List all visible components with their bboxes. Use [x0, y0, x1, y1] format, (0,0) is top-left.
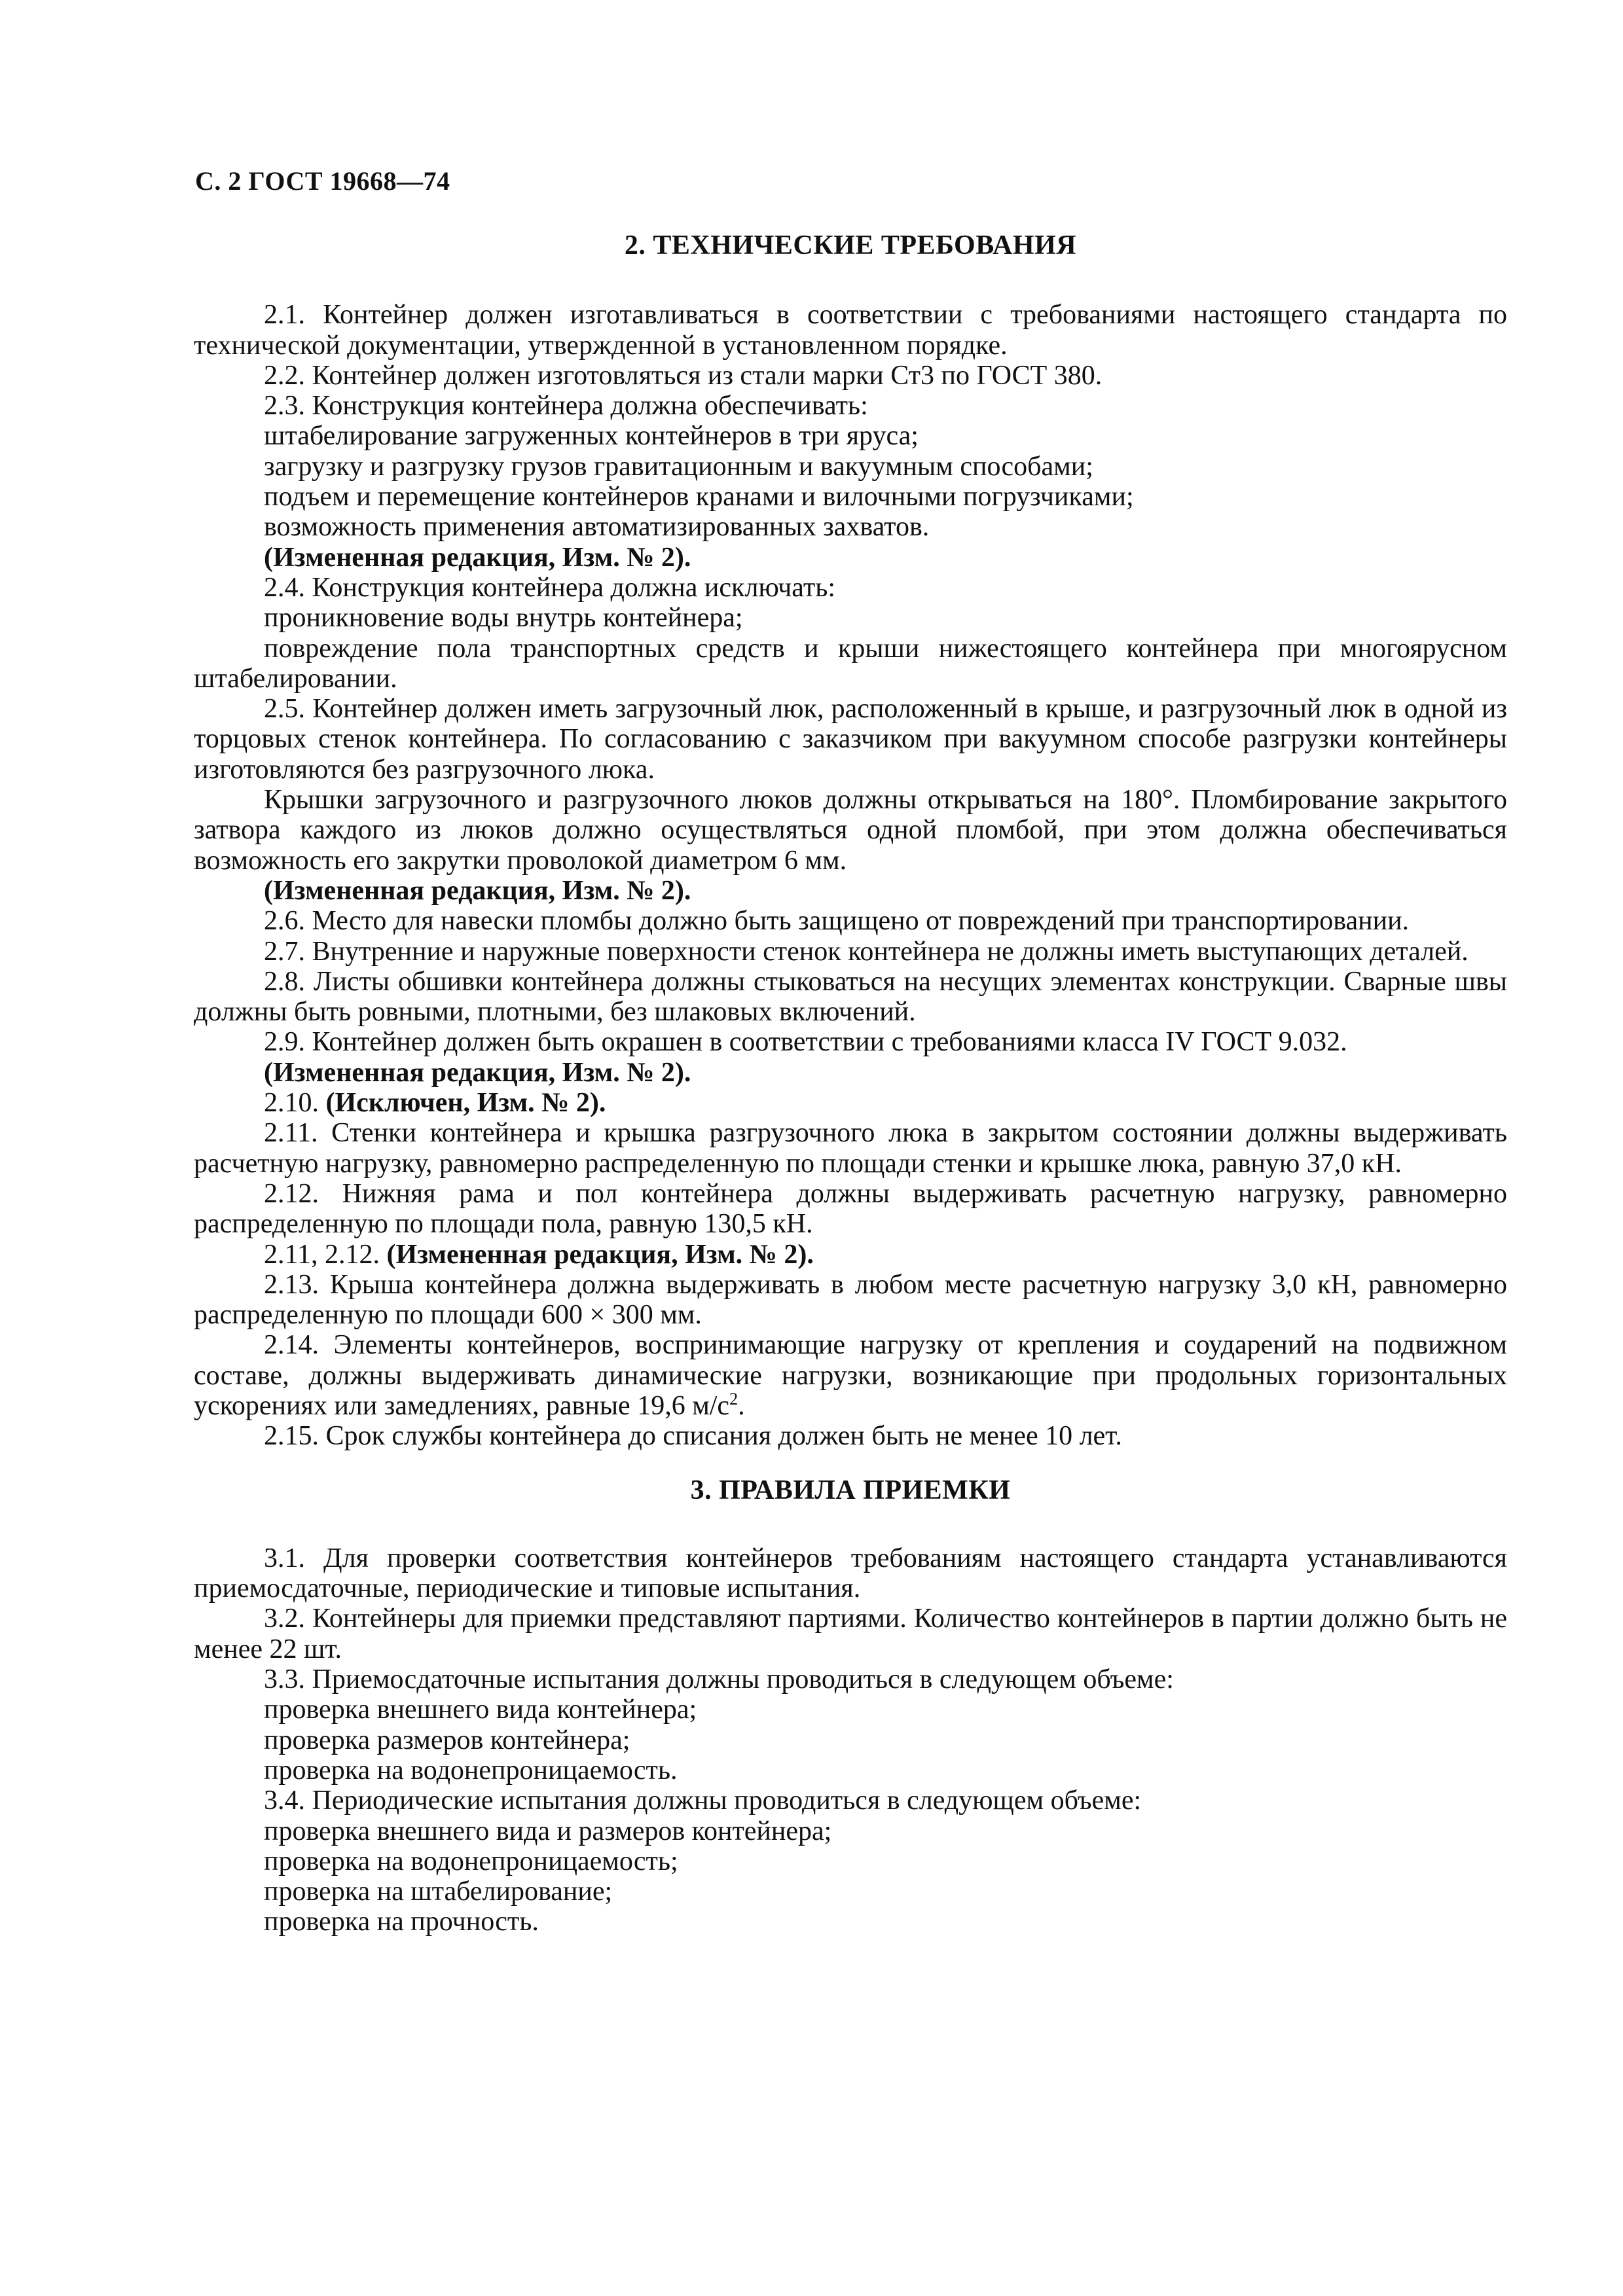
- paragraph-number: 2.11, 2.12.: [264, 1239, 387, 1270]
- paragraph-2-9: 2.9. Контейнер должен быть окрашен в соответствии с требованиями класса IV ГОСТ 9.032.: [264, 1027, 1347, 1058]
- amendment-note: (Измененная редакция, Изм. № 2).: [386, 1239, 814, 1270]
- list-item: возможность применения автоматизированных захватов.: [264, 512, 930, 543]
- paragraph-2-12: 2.12. Нижняя рама и пол контейнера должны выдерживать расчетную нагрузку, равномерно распределенную по площади пола, равную 130,5 кН.: [194, 1178, 1507, 1240]
- amendment-note: (Измененная редакция, Изм. № 2).: [264, 1057, 691, 1088]
- amendment-note: (Исключен, Изм. № 2).: [325, 1088, 606, 1119]
- document-body: [194, 230, 1507, 1937]
- list-item: проверка на штабелирование;: [264, 1876, 613, 1907]
- paragraph-3-4: 3.4. Периодические испытания должны проводиться в следующем объеме:: [264, 1785, 1142, 1816]
- section-2-title: 2. ТЕХНИЧЕСКИЕ ТРЕБОВАНИЯ: [624, 230, 1077, 260]
- list-item: штабелирование загруженных контейнеров в три яруса;: [264, 421, 919, 452]
- paragraph-2-15: 2.15. Срок службы контейнера до списания должен быть не менее 10 лет.: [264, 1421, 1122, 1452]
- paragraph-2-5: 2.5. Контейнер должен иметь загрузочный люк, расположенный в крыше, и разгрузочный люк в одной из торцовых стенок контейнера. По согласованию с заказчиком при вакуумном способе разгрузки контейнеры изготовляются без разгрузочного люка.: [194, 694, 1507, 785]
- list-item: загрузку и разгрузку грузов гравитационным и вакуумным способами;: [264, 451, 1093, 482]
- superscript: 2: [729, 1389, 739, 1408]
- amendment-note: (Измененная редакция, Изм. № 2).: [264, 875, 691, 906]
- paragraph-2-3: 2.3. Конструкция контейнера должна обеспечивать:: [264, 391, 868, 422]
- paragraph-3-1: 3.1. Для проверки соответствия контейнеров требованиям настоящего стандарта устанавливаются приемосдаточные, периодические и типовые испытания.: [194, 1543, 1507, 1604]
- section-3-title: 3. ПРАВИЛА ПРИЕМКИ: [690, 1475, 1011, 1505]
- list-item: проверка внешнего вида контейнера;: [264, 1695, 697, 1725]
- paragraph-2-5-hatches: Крышки загрузочного и разгрузочного люков должны открываться на 180°. Пломбирование закрытого затвора каждого из люков должно осуществляться одной пломбой, при этом должна обеспечиваться возможность его закрутки проволокой диаметром 6 мм.: [194, 785, 1507, 876]
- list-item: повреждение пола транспортных средств и крыши нижестоящего контейнера при многоярусном штабелировании.: [194, 633, 1507, 694]
- list-item: проверка на водонепроницаемость;: [264, 1846, 678, 1876]
- paragraph-text: 2.14. Элементы контейнеров, воспринимающие нагрузку от крепления и соударений на подвижном составе, должны выдерживать динамические нагрузки, возникающие при продольных горизонтальных ускорениях или замедлениях, равные 19,6 м/с: [194, 1330, 1507, 1421]
- paragraph-2-4: 2.4. Конструкция контейнера должна исключать:: [264, 572, 836, 603]
- paragraph-3-2: 3.2. Контейнеры для приемки представляют партиями. Количество контейнеров в партии должно быть не менее 22 шт.: [194, 1604, 1507, 1664]
- paragraph-2-14: [194, 1330, 1507, 1421]
- paragraph-2-1: 2.1. Контейнер должен изготавливаться в соответствии с требованиями настоящего стандарта по технической документации, утвержденной в установленном порядке.: [194, 300, 1507, 361]
- paragraph-2-11: 2.11. Стенки контейнера и крышка разгрузочного люка в закрытом состоянии должны выдерживать расчетную нагрузку, равномерно распределенную по площади стенки и крышке люка, равную 37,0 кН.: [194, 1118, 1507, 1179]
- amendment-note: (Измененная редакция, Изм. № 2).: [264, 542, 691, 573]
- paragraph-end: .: [738, 1390, 745, 1421]
- paragraph-2-8: 2.8. Листы обшивки контейнера должны стыковаться на несущих элементах конструкции. Сварные швы должны быть ровными, плотными, без шлаковых включений.: [194, 966, 1507, 1028]
- amendment-line: [194, 1240, 1507, 1270]
- list-item: проверка на водонепроницаемость.: [264, 1755, 678, 1785]
- page-header: С. 2 ГОСТ 19668—74: [195, 166, 450, 196]
- paragraph-2-2: 2.2. Контейнер должен изготовляться из стали марки Ст3 по ГОСТ 380.: [264, 360, 1103, 391]
- list-item: проверка внешнего вида и размеров контейнера;: [264, 1816, 832, 1846]
- list-item: проверка на прочность.: [264, 1907, 539, 1937]
- paragraph-2-13: 2.13. Крыша контейнера должна выдерживать в любом месте расчетную нагрузку 3,0 кН, равномерно распределенную по площади 600 × 300 мм.: [194, 1269, 1507, 1331]
- list-item: подъем и перемещение контейнеров кранами и вилочными погрузчиками;: [264, 482, 1134, 512]
- paragraph-2-7: 2.7. Внутренние и наружные поверхности стенок контейнера не должны иметь выступающих деталей.: [264, 936, 1468, 967]
- paragraph-2-6: 2.6. Место для навески пломбы должно быть защищено от повреждений при транспортировании.: [264, 906, 1410, 937]
- paragraph-3-3: 3.3. Приемосдаточные испытания должны проводиться в следующем объеме:: [264, 1664, 1174, 1695]
- list-item: проникновение воды внутрь контейнера;: [264, 603, 743, 634]
- list-item: проверка размеров контейнера;: [264, 1725, 630, 1755]
- paragraph-number: 2.10.: [264, 1088, 326, 1119]
- paragraph-2-10: [194, 1088, 1507, 1118]
